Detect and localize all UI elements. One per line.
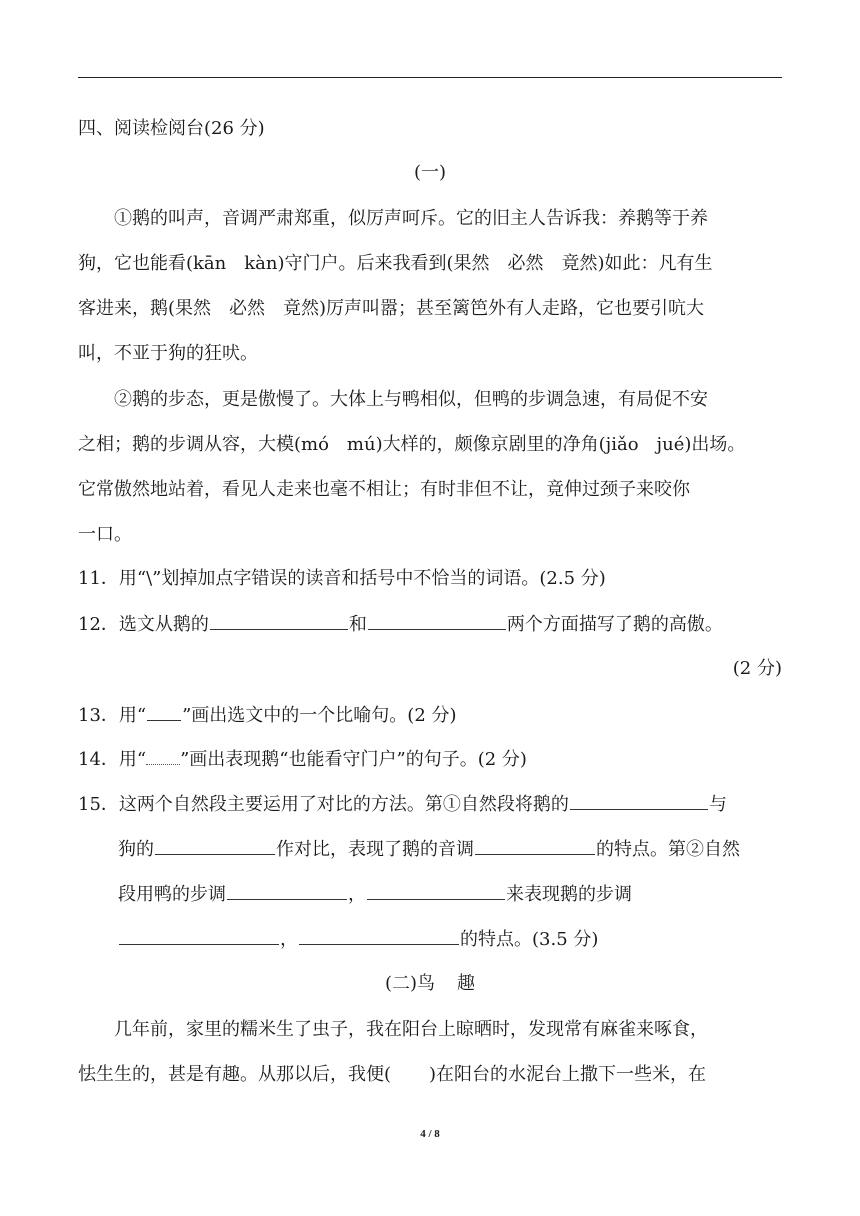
- q15-text-l1a: 15．这两个自然段主要运用了对比的方法。第①自然段将鹅的: [78, 794, 569, 815]
- q15-blank-3[interactable]: [475, 836, 595, 855]
- q15-text-l4b: 的特点。(3.5 分): [460, 929, 599, 950]
- q13-straight-underline-sample: [147, 702, 181, 721]
- q15-text-l4a: ，: [280, 929, 298, 950]
- q15-blank-5[interactable]: [367, 881, 505, 900]
- question-12: [78, 611, 782, 638]
- passage2-line2: [78, 1062, 782, 1088]
- question-11: 11．用“\”划掉加点字错误的读音和括号中不恰当的词语。(2.5 分): [78, 568, 606, 589]
- q12-text-a: 12．选文从鹅的: [78, 614, 209, 635]
- section-heading: 四、阅读检阅台(26 分): [78, 118, 265, 139]
- passage1-para2-line2: 之相；鹅的步调从容，大模(mó mú)大样的，颇像京剧里的净角(jiǎo jué)出场。: [78, 434, 746, 455]
- passage1-para1-line3: 客进来，鹅(果然 必然 竟然)厉声叫嚣；甚至篱笆外有人走路，它也要引吭大: [78, 298, 705, 319]
- passage1-para2-line1: ②鹅的步态，更是傲慢了。大体上与鸭相似，但鸭的步调急速，有局促不安: [114, 389, 708, 410]
- q12-text-c: 两个方面描写了鹅的高傲。: [506, 614, 723, 635]
- question-15-line2: [78, 836, 782, 863]
- question-15-line4: [78, 926, 782, 953]
- q14-text-a: 14．用“: [78, 749, 147, 770]
- passage2-line2b: )在阳台的水泥台上撒下一些米，在: [429, 1064, 707, 1085]
- page-number: 4 / 8: [420, 1128, 440, 1140]
- question-13: [78, 702, 782, 729]
- question-15-line3: [78, 881, 782, 908]
- q12-blank-1[interactable]: [210, 611, 348, 630]
- q15-text-l3a: 段用鸭的步调: [118, 884, 226, 905]
- q14-text-b: ”画出表现鹅“也能看守门户”的句子。(2 分): [180, 749, 527, 770]
- q15-text-l2b: 作对比，表现了鹅的音调: [276, 839, 474, 860]
- passage1-title: (一): [413, 162, 447, 183]
- passage1-para1-line4: 叫，不亚于狗的狂吠。: [78, 343, 258, 364]
- q15-text-l2a: 狗的: [118, 839, 154, 860]
- q15-blank-4[interactable]: [227, 881, 347, 900]
- q14-wavy-underline-sample: [146, 746, 180, 765]
- passage1-para2-line4: 一口。: [78, 524, 132, 545]
- q15-blank-1[interactable]: [570, 791, 708, 810]
- q12-blank-2[interactable]: [368, 611, 506, 630]
- passage2-line1: 几年前，家里的糯米生了虫子，我在阳台上晾晒时，发现常有麻雀来啄食，: [114, 1019, 708, 1040]
- question-14: [78, 746, 782, 773]
- q15-blank-2[interactable]: [155, 836, 275, 855]
- passage2-title-b: 趣: [457, 973, 476, 994]
- q12-text-b: 和: [348, 614, 367, 635]
- question-15-line1: [78, 791, 782, 818]
- passage1-para1-line2: 狗，它也能看(kān kàn)守门户。后来我看到(果然 必然 竟然)如此：凡有生: [78, 253, 713, 274]
- q15-blank-7[interactable]: [299, 926, 459, 945]
- q13-text-a: 13．用“: [78, 705, 147, 726]
- passage1-para2-line3: 它常傲然地站着，看见人走来也毫不相让；有时非但不让，竟伸过颈子来咬你: [78, 479, 690, 500]
- q12-score: (2 分): [732, 658, 782, 679]
- passage1-para1-line1: ①鹅的叫声，音调严肃郑重，似厉声呵斥。它的旧主人告诉我：养鹅等于养: [114, 208, 708, 229]
- q15-text-l1b: 与: [708, 794, 727, 815]
- passage2-title: [78, 971, 782, 997]
- passage2-line2a: 怯生生的，甚是有趣。从那以后，我便(: [78, 1064, 392, 1085]
- q15-text-l3c: 来表现鹅的步调: [506, 884, 632, 905]
- q15-text-l2c: 的特点。第②自然: [596, 839, 740, 860]
- q15-text-l3b: ，: [348, 884, 366, 905]
- q15-blank-6[interactable]: [119, 926, 279, 945]
- passage2-title-a: (二)鸟: [384, 973, 436, 994]
- header-rule: [78, 77, 782, 78]
- q13-text-b: ”画出选文中的一个比喻句。(2 分): [182, 705, 457, 726]
